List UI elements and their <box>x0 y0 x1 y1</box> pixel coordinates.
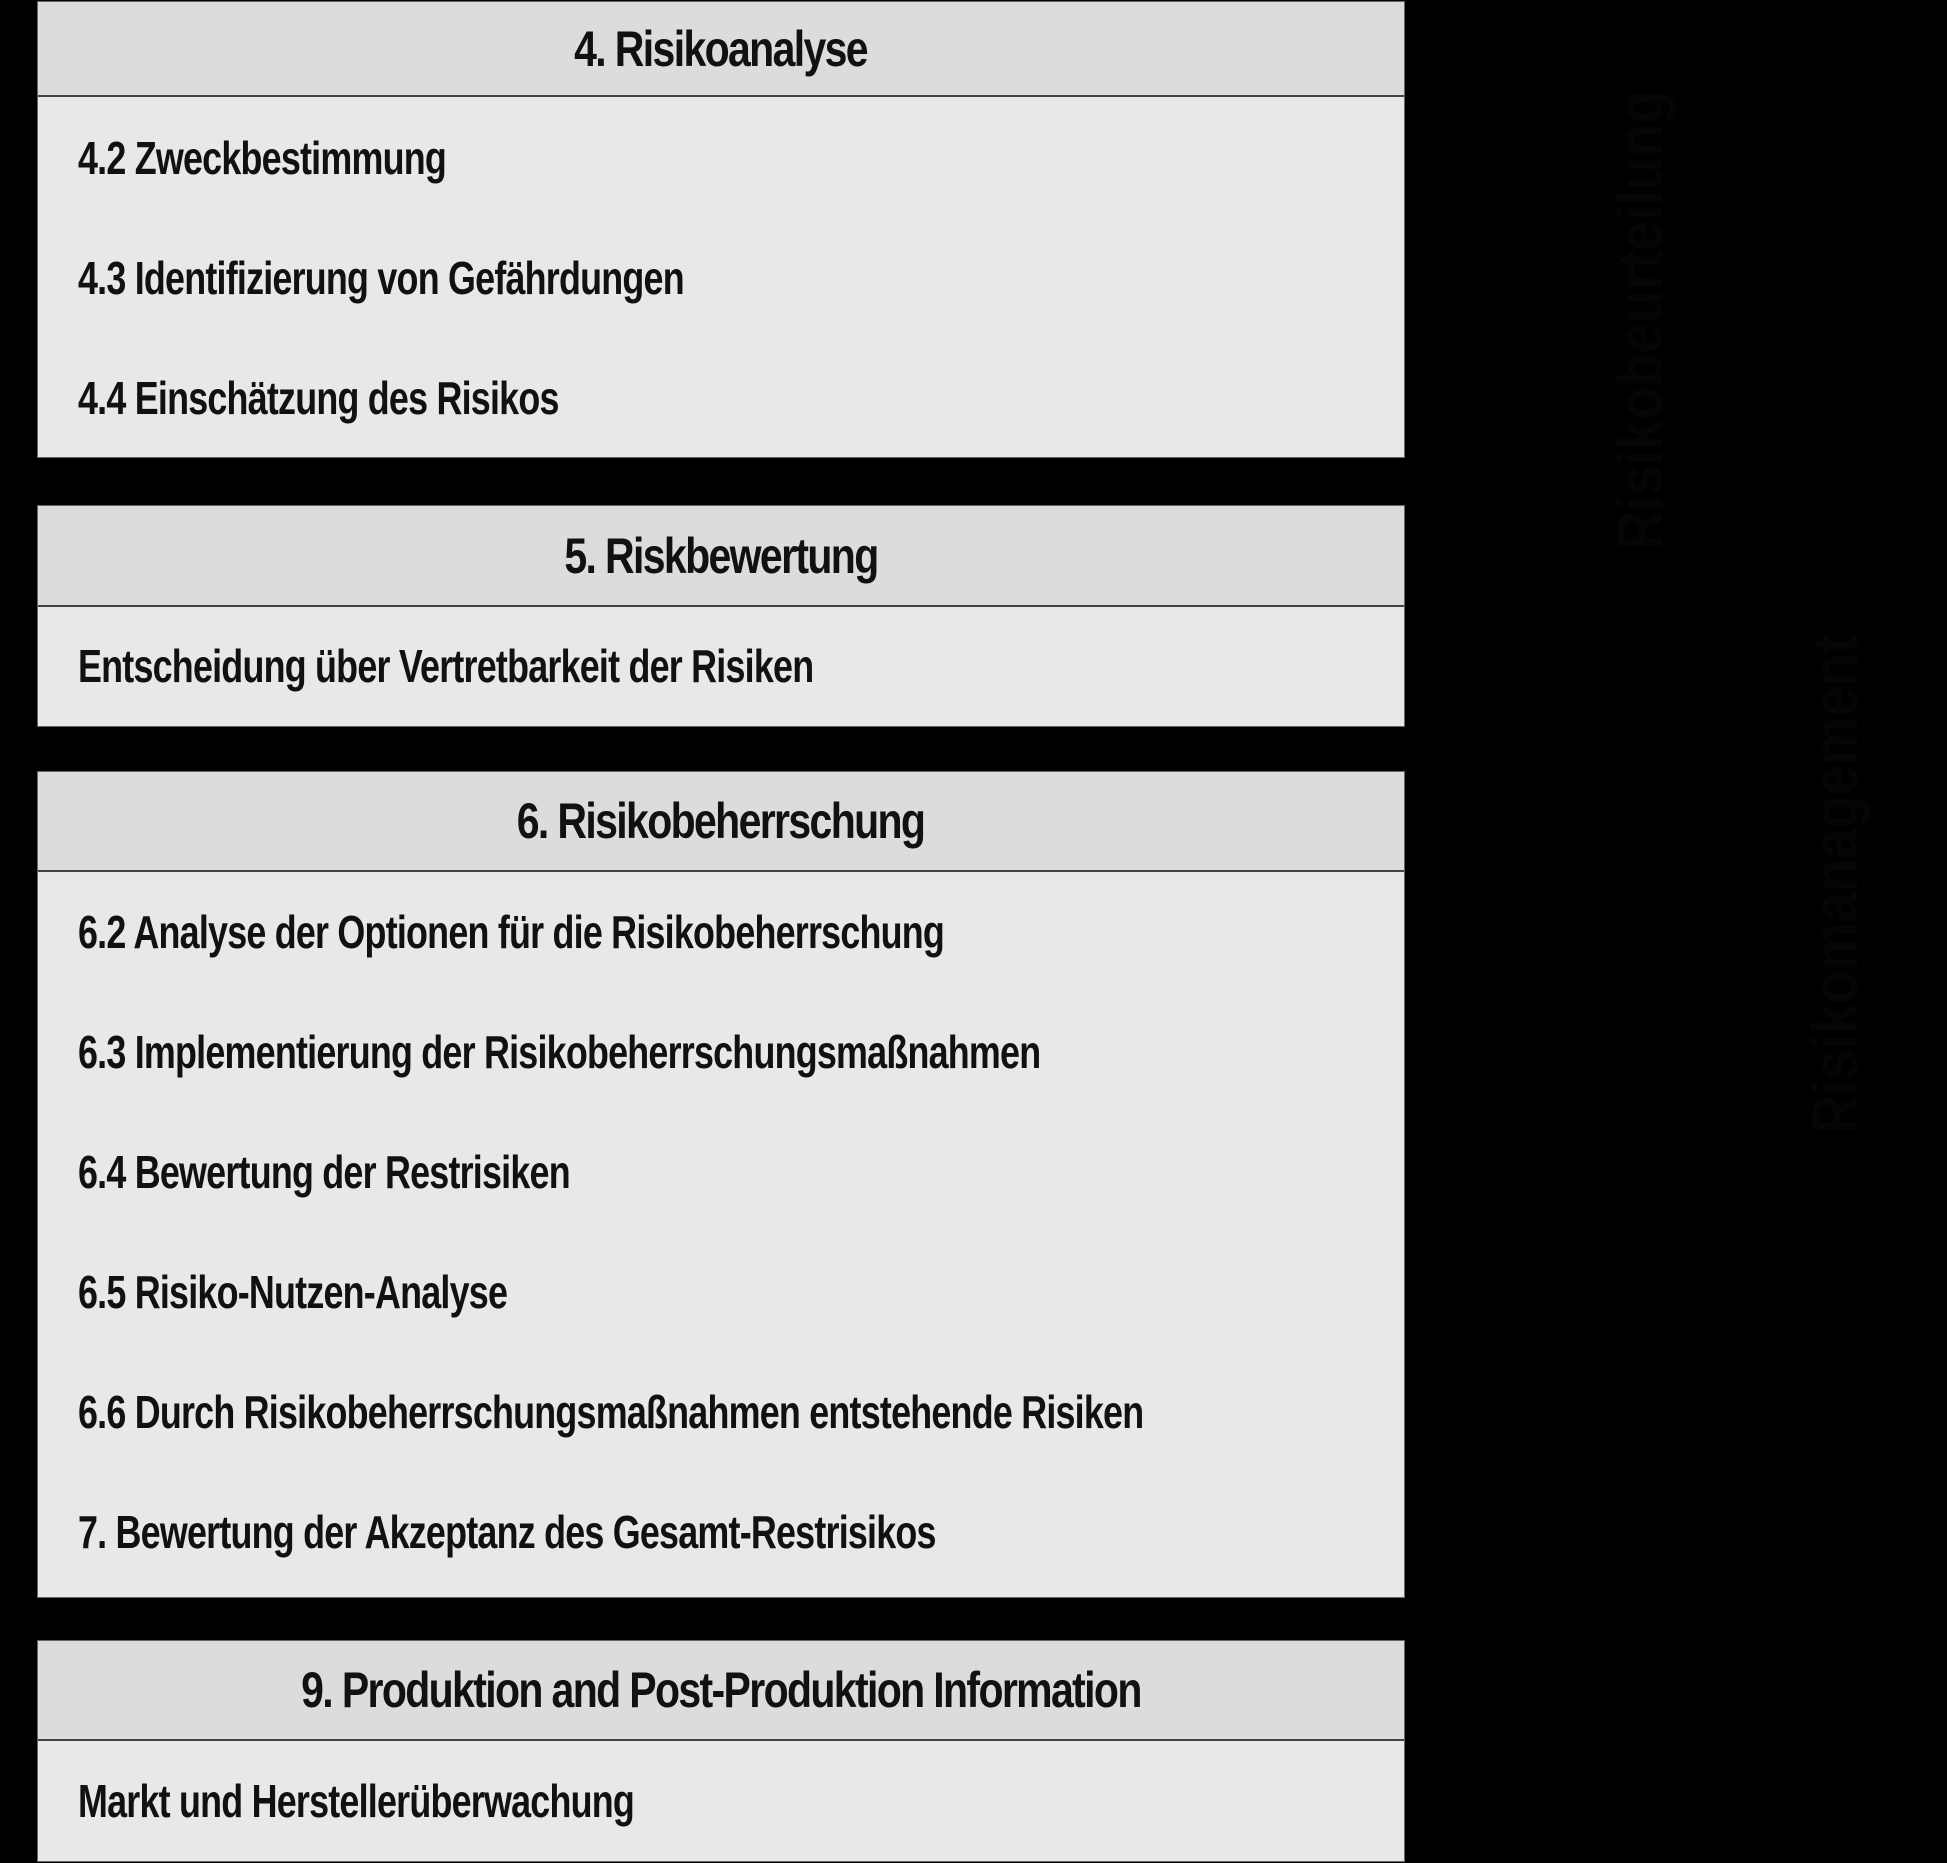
section-items <box>38 872 1404 1592</box>
list-item <box>78 1472 1404 1592</box>
section-title <box>38 506 1404 607</box>
list-item <box>78 1352 1404 1472</box>
list-item <box>78 338 1404 458</box>
section-riskbewertung <box>37 505 1405 727</box>
list-item-text: 6.5 Risiko-Nutzen-Analyse <box>78 1266 508 1318</box>
list-item-text: 6.6 Durch Risikobeherrschungsmaßnahmen entstehende Risiken <box>78 1386 1144 1438</box>
list-item <box>78 218 1404 338</box>
list-item-text: 4.3 Identifizierung von Gefährdungen <box>78 252 684 304</box>
list-item-text: Entscheidung über Vertretbarkeit der Risiken <box>78 640 814 692</box>
side-label-risikomanagement: Risikomanagement <box>1799 635 1871 1134</box>
section-items <box>38 1741 1404 1861</box>
section-items <box>38 607 1404 725</box>
list-item <box>78 992 1404 1112</box>
list-item-text: 7. Bewertung der Akzeptanz des Gesamt-Restrisikos <box>78 1506 936 1558</box>
section-title <box>38 772 1404 872</box>
list-item <box>78 1232 1404 1352</box>
list-item-text: 6.4 Bewertung der Restrisiken <box>78 1146 570 1198</box>
section-title <box>38 1641 1404 1741</box>
list-item-text: Markt und Herstellerüberwachung <box>78 1775 635 1827</box>
side-label-risikobeurteilung: Risikobeurteilung <box>1604 90 1676 551</box>
section-risikobeherrschung <box>37 771 1405 1598</box>
list-item-text: 6.2 Analyse der Optionen für die Risikobeherrschung <box>78 906 945 958</box>
section-produktion-information <box>37 1640 1405 1862</box>
list-item-text: 4.4 Einschätzung des Risikos <box>78 372 559 424</box>
list-item <box>78 98 1404 218</box>
list-item-text: 6.3 Implementierung der Risikobeherrschungsmaßnahmen <box>78 1026 1041 1078</box>
list-item <box>78 1741 1404 1861</box>
section-title-text: 4. Risikoanalyse <box>574 20 868 77</box>
list-item <box>78 1112 1404 1232</box>
section-title-text: 5. Riskbewertung <box>564 527 878 584</box>
list-item-text: 4.2 Zweckbestimmung <box>78 132 447 184</box>
section-items <box>38 98 1404 458</box>
section-risikoanalyse <box>37 1 1405 458</box>
section-title <box>38 2 1404 97</box>
list-item <box>78 872 1404 992</box>
section-title-text: 6. Risikobeherrschung <box>517 793 925 849</box>
list-item <box>78 607 1404 725</box>
section-title-text: 9. Produktion and Post-Produktion Information <box>301 1662 1141 1718</box>
